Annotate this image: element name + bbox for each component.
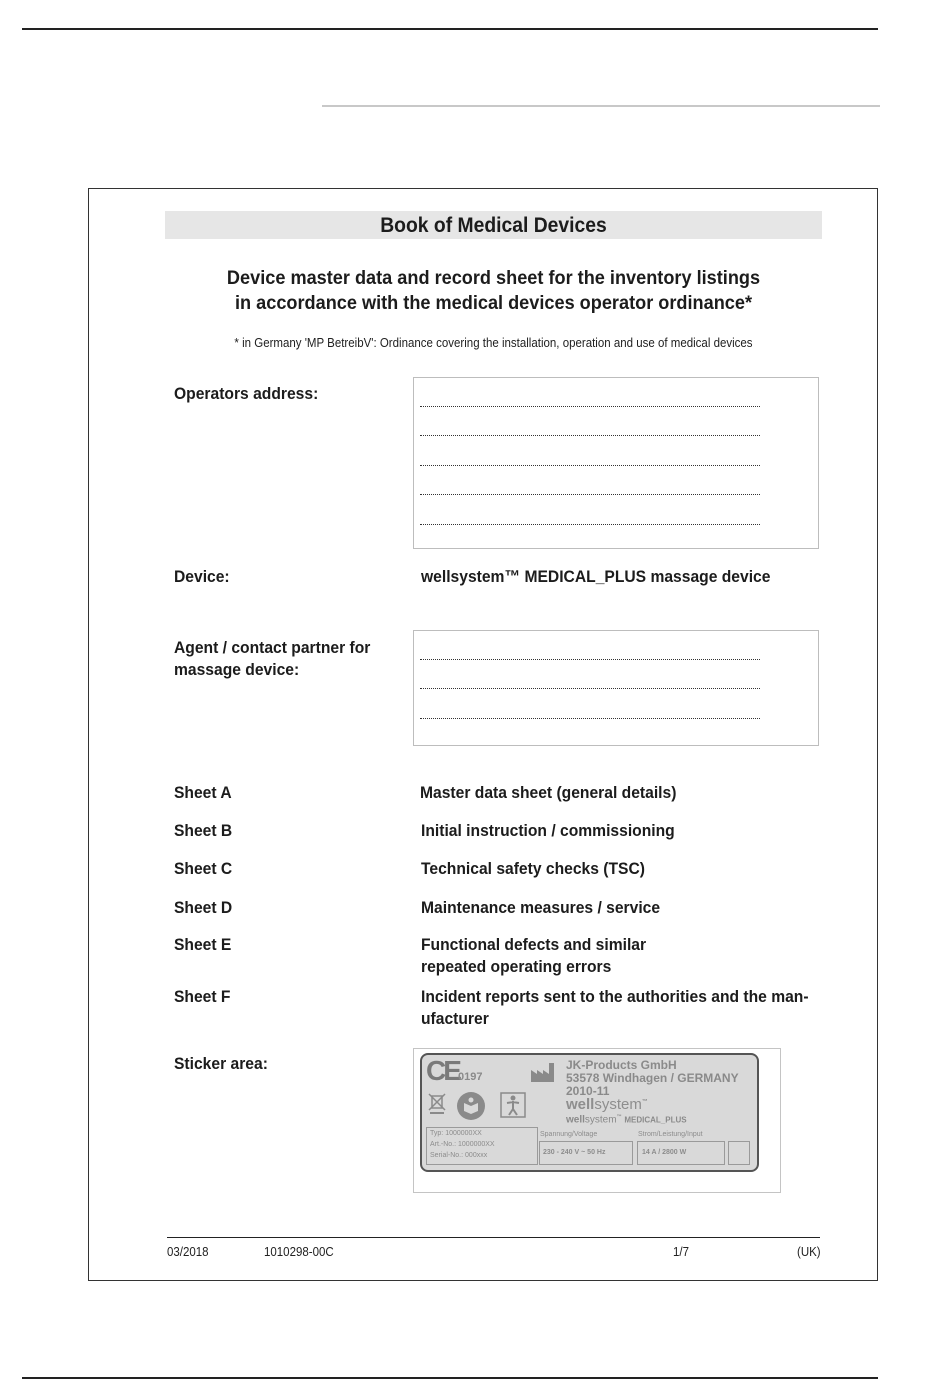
- agent-label-line-1: Agent / contact partner for: [174, 638, 371, 657]
- footer-date: 03/2018: [167, 1245, 209, 1259]
- footer-document-number: 1010298-00C: [264, 1245, 334, 1259]
- manufacturer-icon: [530, 1061, 556, 1083]
- art-no-label: Art.-No.:: [430, 1141, 457, 1148]
- voltage-box: [539, 1141, 633, 1165]
- blank-cell: [728, 1141, 750, 1165]
- top-rule: [22, 28, 878, 30]
- art-no-value: 1000000XX: [458, 1141, 495, 1148]
- footer-rule: [167, 1237, 820, 1238]
- ce-number: 0197: [458, 1071, 483, 1083]
- document-title: Book of Medical Devices: [380, 214, 607, 237]
- agent-label-line-2: massage device:: [174, 660, 300, 679]
- sheet-f-description-line-1: Incident reports sent to the authorities and the man-: [421, 987, 809, 1006]
- agent-line-1: [420, 659, 760, 660]
- current-value: 14 A / 2800 W: [642, 1149, 687, 1156]
- device-label: Device:: [174, 567, 230, 586]
- read-manual-icon: [456, 1091, 486, 1121]
- sheet-b-label: Sheet B: [174, 821, 233, 840]
- sheet-a-description: Master data sheet (general details): [420, 783, 677, 802]
- address-line-5: [420, 524, 760, 525]
- ce-mark: CE: [426, 1055, 459, 1086]
- sheet-c-label: Sheet C: [174, 859, 233, 878]
- sticker-area-label: Sticker area:: [174, 1054, 268, 1073]
- address-line-3: [420, 465, 760, 466]
- footer-language: (UK): [797, 1245, 821, 1259]
- typ-label: Typ:: [430, 1130, 444, 1137]
- brand-logo: wellsystem™: [566, 1096, 648, 1113]
- sheet-c-description: Technical safety checks (TSC): [421, 859, 645, 878]
- bottom-rule: [22, 1377, 878, 1379]
- type-b-applied-part-icon: [500, 1092, 526, 1118]
- footnote: * in Germany 'MP BetreibV': Ordinance covering the installation, operation and use of medical devices: [234, 336, 753, 350]
- address-line-4: [420, 494, 760, 495]
- sheet-e-label: Sheet E: [174, 935, 232, 954]
- current-label: Strom/Leistung/Input: [638, 1131, 703, 1138]
- agent-line-3: [420, 718, 760, 719]
- device-value: wellsystem™ MEDICAL_PLUS massage device: [421, 567, 771, 586]
- manufacturer-address: 53578 Windhagen / GERMANY: [566, 1071, 739, 1085]
- current-box: [637, 1141, 725, 1165]
- address-line-2: [420, 435, 760, 436]
- serial-no-value: 000xxx: [465, 1152, 488, 1159]
- serial-no-label: Serial-No.:: [430, 1152, 464, 1159]
- model-name: wellsystem™ MEDICAL_PLUS: [566, 1114, 687, 1126]
- operators-address-label: Operators address:: [174, 384, 319, 403]
- device-rating-plate: [420, 1053, 759, 1172]
- weee-disposal-icon: [427, 1091, 447, 1115]
- header-sub-rule: [322, 105, 880, 107]
- footer-page-number: 1/7: [673, 1245, 689, 1259]
- sheet-d-label: Sheet D: [174, 898, 233, 917]
- voltage-value: 230 - 240 V ~ 50 Hz: [543, 1149, 606, 1156]
- heading-line-1: Device master data and record sheet for the inventory listings: [226, 267, 761, 289]
- identification-box: [426, 1127, 538, 1165]
- manufacture-date: 2010-11: [566, 1084, 610, 1098]
- manufacturer-name: JK-Products GmbH: [566, 1058, 677, 1072]
- sheet-a-label: Sheet A: [174, 783, 232, 802]
- agent-line-2: [420, 688, 760, 689]
- sheet-b-description: Initial instruction / commissioning: [421, 821, 675, 840]
- sheet-d-description: Maintenance measures / service: [421, 898, 661, 917]
- voltage-label: Spannung/Voltage: [540, 1131, 598, 1138]
- heading-line-2: in accordance with the medical devices operator ordinance*: [234, 292, 753, 314]
- sheet-f-label: Sheet F: [174, 987, 231, 1006]
- address-line-1: [420, 406, 760, 407]
- sheet-e-description-line-1: Functional defects and similar: [421, 935, 647, 954]
- typ-value: 1000000XX: [445, 1130, 482, 1137]
- sheet-f-description-line-2: ufacturer: [421, 1009, 489, 1028]
- sheet-e-description-line-2: repeated operating errors: [421, 957, 612, 976]
